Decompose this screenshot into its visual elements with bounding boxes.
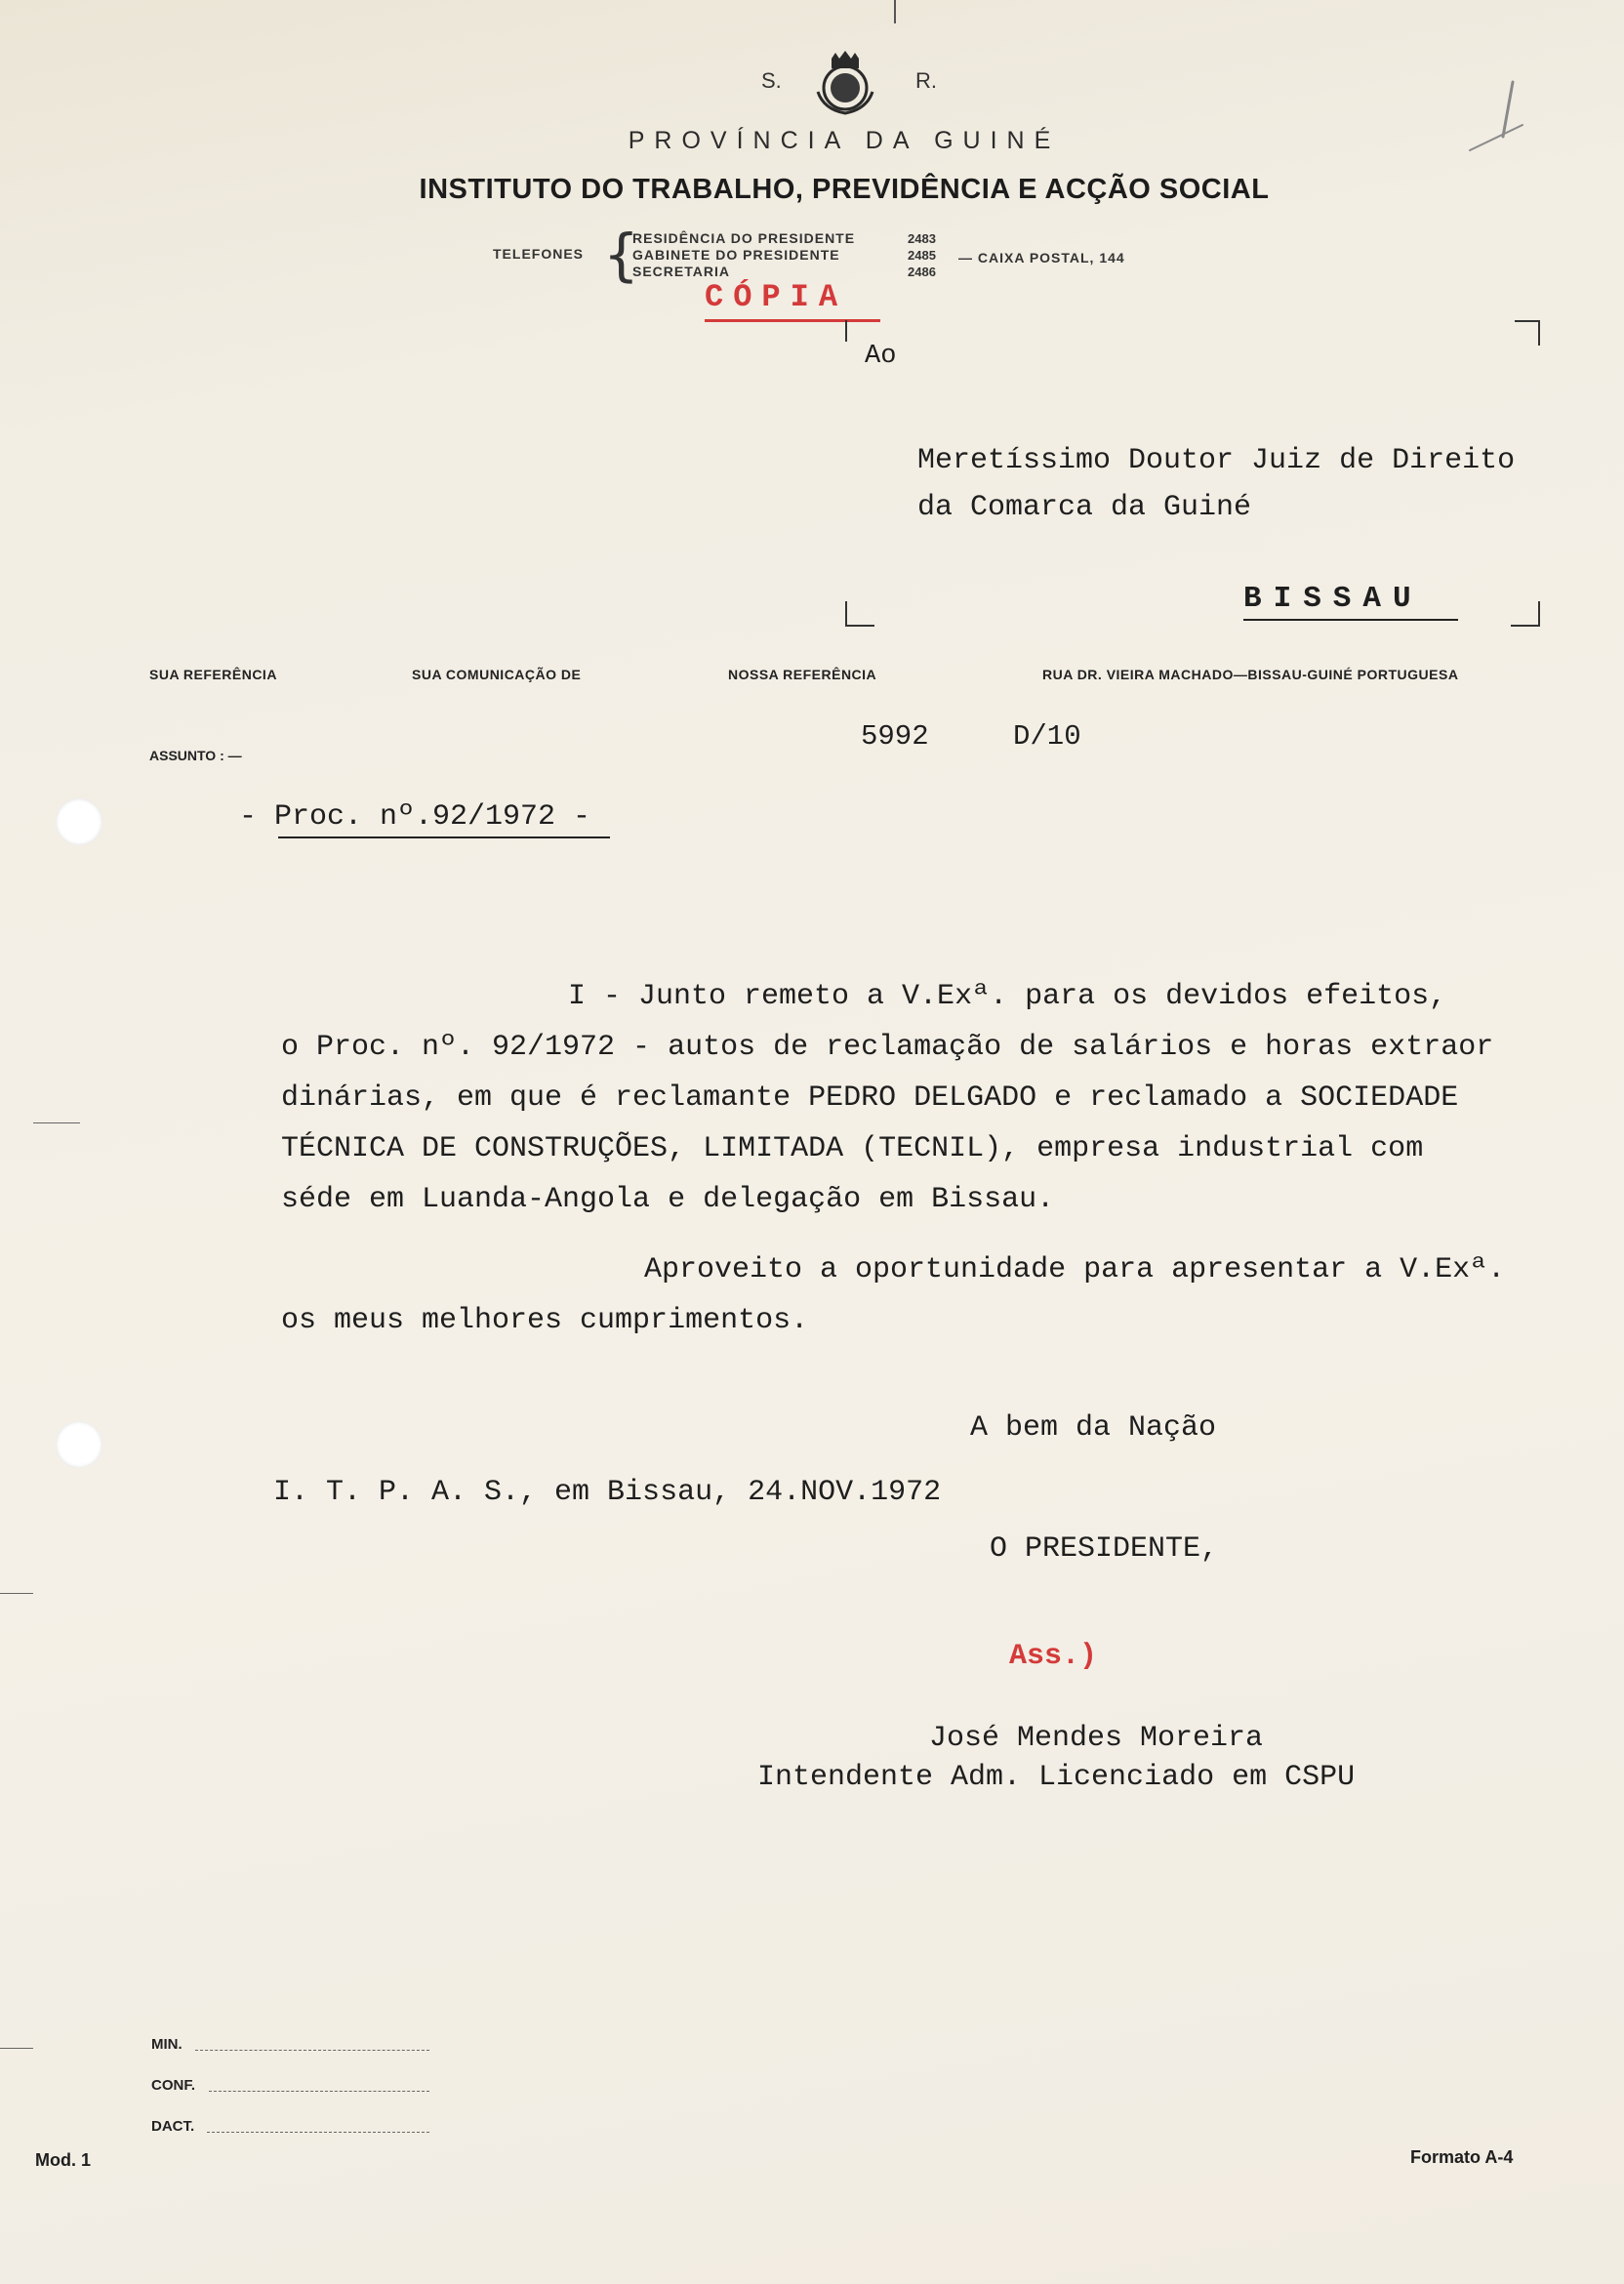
footer-min-line xyxy=(195,2050,429,2051)
closing: A bem da Nação xyxy=(970,1411,1217,1445)
phone-line: GABINETE DO PRESIDENTE xyxy=(632,247,840,263)
fold-mark xyxy=(0,2048,33,2049)
body-line: o Proc. nº. 92/1972 - autos de reclamação de salários e horas extraor xyxy=(281,1031,1494,1064)
recipient-line-1: Meretíssimo Doutor Juiz de Direito xyxy=(917,444,1516,477)
telefones-label: TELEFONES xyxy=(493,246,585,262)
body-line: dinárias, em que é reclamante PEDRO DELGADO e reclamado a SOCIEDADE xyxy=(281,1081,1459,1115)
assunto-label: ASSUNTO : — xyxy=(149,748,242,763)
process-underline xyxy=(278,836,610,838)
signer-role: O PRESIDENTE, xyxy=(990,1532,1219,1566)
fold-mark xyxy=(33,1122,80,1123)
nossa-referencia-number: 5992 xyxy=(861,720,929,753)
institute-heading: INSTITUTO DO TRABALHO, PREVIDÊNCIA E ACÇÃO SOCIAL xyxy=(419,174,1270,205)
sua-referencia-label: SUA REFERÊNCIA xyxy=(149,667,277,682)
body-line: os meus melhores cumprimentos. xyxy=(281,1304,809,1337)
body-line: I - Junto remeto a V.Exª. para os devidos efeitos, xyxy=(568,980,1447,1013)
window-corner xyxy=(1511,601,1540,627)
recipient-city: BISSAU xyxy=(1243,582,1423,616)
footer-dact-line xyxy=(207,2132,429,2133)
window-corner xyxy=(845,320,848,342)
phone-lines xyxy=(632,230,855,280)
phone-number: 2483 xyxy=(908,231,936,246)
punch-hole xyxy=(56,1421,102,1468)
phone-line: SECRETARIA xyxy=(632,264,730,279)
fold-mark xyxy=(0,1593,33,1594)
province-heading: PROVÍNCIA DA GUINÉ xyxy=(628,127,1061,154)
recipient-ao: Ao xyxy=(865,342,897,371)
paper-format: Formato A-4 xyxy=(1410,2147,1514,2167)
place-date: I. T. P. A. S., em Bissau, 24.NOV.1972 xyxy=(273,1476,942,1509)
nossa-referencia-code: D/10 xyxy=(1013,720,1081,753)
window-corner xyxy=(845,601,874,627)
body-line: TÉCNICA DE CONSTRUÇÕES, LIMITADA (TECNIL), empresa industrial com xyxy=(281,1132,1424,1165)
footer-conf-label: CONF. xyxy=(151,2077,195,2094)
recipient-line-2: da Comarca da Guiné xyxy=(917,491,1252,524)
phone-line: RESIDÊNCIA DO PRESIDENTE xyxy=(632,230,856,246)
letterhead-s: S. xyxy=(761,68,782,93)
brace-icon: { xyxy=(603,222,639,288)
body-line: séde em Luanda-Angola e delegação em Bissau. xyxy=(281,1183,1055,1216)
caixa-postal: — CAIXA POSTAL, 144 xyxy=(958,250,1125,265)
phone-numbers xyxy=(908,230,936,280)
signer-name: José Mendes Moreira xyxy=(929,1722,1264,1755)
coat-of-arms-icon xyxy=(810,49,880,119)
letterhead-r: R. xyxy=(915,68,937,93)
top-mark xyxy=(894,0,896,23)
process-number: - Proc. nº.92/1972 - xyxy=(239,800,591,834)
sua-comunicacao-label: SUA COMUNICAÇÃO DE xyxy=(412,667,582,682)
footer-min-label: MIN. xyxy=(151,2036,183,2053)
assinado-mark: Ass.) xyxy=(1009,1640,1098,1673)
handwritten-page-mark-icon xyxy=(1464,78,1542,156)
punch-hole xyxy=(56,798,102,845)
window-corner xyxy=(1515,320,1540,346)
copia-stamp: CÓPIA xyxy=(705,279,848,315)
copia-underline xyxy=(705,319,880,322)
footer-dact-label: DACT. xyxy=(151,2118,195,2135)
phone-number: 2486 xyxy=(908,265,936,279)
nossa-referencia-label: NOSSA REFERÊNCIA xyxy=(728,667,877,682)
phone-number: 2485 xyxy=(908,248,936,263)
city-underline xyxy=(1243,619,1458,621)
signer-title: Intendente Adm. Licenciado em CSPU xyxy=(757,1761,1356,1794)
page-mark-text xyxy=(1483,82,1484,83)
model-number: Mod. 1 xyxy=(35,2150,91,2170)
body-line: Aproveito a oportunidade para apresentar a V.Exª. xyxy=(644,1253,1506,1286)
footer-conf-line xyxy=(209,2091,429,2092)
letterhead-address: RUA DR. VIEIRA MACHADO—BISSAU-GUINÉ PORTUGUESA xyxy=(1042,667,1459,682)
